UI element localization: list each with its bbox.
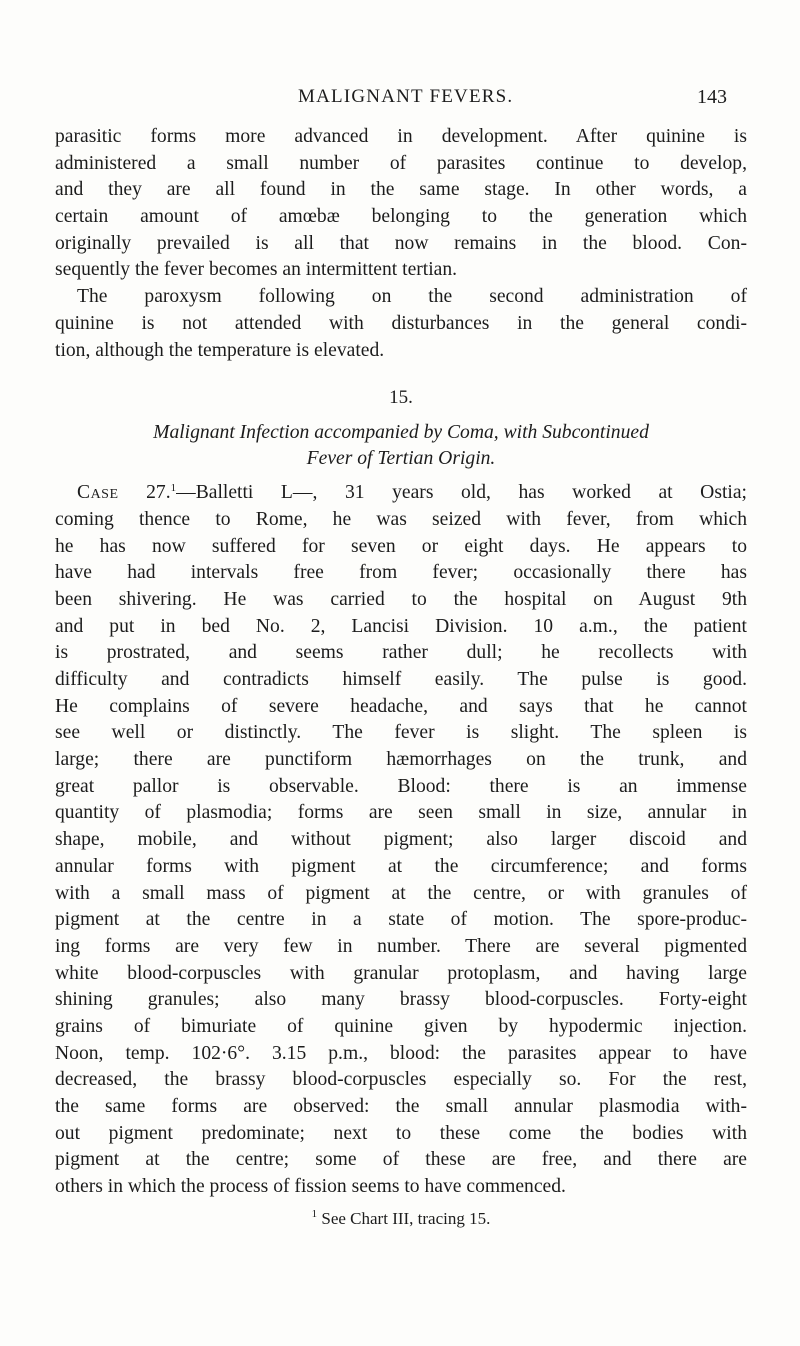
case-number: 27. (146, 482, 171, 504)
text-line: tion, although the temperature is elevated. (55, 339, 385, 361)
text-line: shining granules; also many brassy blood-corpuscles. Forty-eight (55, 989, 747, 1011)
paragraph-2 (55, 284, 747, 364)
text-line: been shivering. He was carried to the hospital on August 9th (55, 588, 747, 610)
text-line: certain amount of amœbæ belonging to the generation which (55, 206, 747, 228)
section-heading-line-1: Malignant Infection accompanied by Coma, with Subcontinued (153, 422, 649, 444)
footnote-marker: 1 (311, 1207, 318, 1220)
text-line: others in which the process of fission seems to have commenced. (55, 1176, 566, 1198)
text-line: The paroxysm following on the second administration of (77, 286, 747, 308)
text-line: coming thence to Rome, he was seized with fever, from which (55, 508, 747, 530)
case-label: Case (77, 482, 119, 504)
text-line: and they are all found in the same stage. In other words, a (55, 179, 747, 201)
paragraph-1 (55, 124, 747, 284)
text-line: is prostrated, and seems rather dull; he recollects with (55, 642, 747, 664)
text-line: parasitic forms more advanced in development. After quinine is (55, 126, 747, 147)
text-line: quantity of plasmodia; forms are seen small in size, annular in (55, 802, 747, 824)
text-line: out pigment predominate; next to these come the bodies with (55, 1122, 747, 1144)
text-line: white blood-corpuscles with granular protoplasm, and having large (55, 962, 747, 984)
text-line: quinine is not attended with disturbances in the general condi- (55, 312, 747, 334)
text-line: the same forms are observed: the small annular plasmodia with- (55, 1096, 747, 1117)
text-line: see well or distinctly. The fever is slight. The spleen is (55, 722, 747, 744)
running-title: MALIGNANT FEVERS. (298, 86, 514, 107)
text-line: large; there are punctiform hæmorrhages on the trunk, and (55, 749, 747, 771)
body-text (55, 124, 747, 1231)
text-line: and put in bed No. 2, Lancisi Division. 10 a.m., the patient (55, 615, 747, 637)
footnote-text: See Chart III, tracing 15. (321, 1208, 491, 1228)
text-line: pigment at the centre in a state of motion. The spore-produc- (55, 909, 747, 931)
footnote (55, 1207, 747, 1231)
case-paragraph (55, 480, 747, 1201)
text-line: decreased, the brassy blood-corpuscles especially so. For the rest, (55, 1069, 747, 1091)
text-line: difficulty and contradicts himself easily. The pulse is good. (55, 669, 747, 690)
text-line: sequently the fever becomes an intermittent tertian. (55, 259, 458, 281)
footnote-reference[interactable]: 1 (170, 482, 177, 495)
text-line: He complains of severe headache, and says that he cannot (55, 695, 747, 717)
text-line: annular forms with pigment at the circumference; and forms (55, 855, 747, 877)
running-head (0, 86, 800, 116)
text-line: with a small mass of pigment at the centre, or with granules of (55, 882, 747, 904)
page-number: 143 (697, 86, 727, 108)
text-line: administered a small number of parasites continue to develop, (55, 152, 747, 174)
text-line: ing forms are very few in number. There are several pigmented (55, 935, 747, 957)
text-line: shape, mobile, and without pigment; also larger discoid and (55, 829, 747, 851)
text-line: great pallor is observable. Blood: there is an immense (55, 775, 747, 797)
text-line: originally prevailed is all that now remains in the blood. Con- (55, 232, 747, 254)
text-line: grains of bimuriate of quinine given by hypodermic injection. (55, 1015, 747, 1037)
case-first-line (55, 480, 747, 507)
case-first-line-text: —Balletti L—, 31 years old, has worked at Ostia; (176, 482, 747, 504)
section-heading-line-2: Fever of Tertian Origin. (306, 448, 496, 470)
text-line: he has now suffered for seven or eight days. He appears to (55, 535, 747, 557)
text-line: pigment at the centre; some of these are free, and there are (55, 1149, 747, 1171)
text-line: Noon, temp. 102·6°. 3.15 p.m., blood: the parasites appear to have (55, 1042, 747, 1064)
text-line: have had intervals free from fever; occasionally there has (55, 562, 747, 584)
section-number: 15. (389, 387, 413, 409)
